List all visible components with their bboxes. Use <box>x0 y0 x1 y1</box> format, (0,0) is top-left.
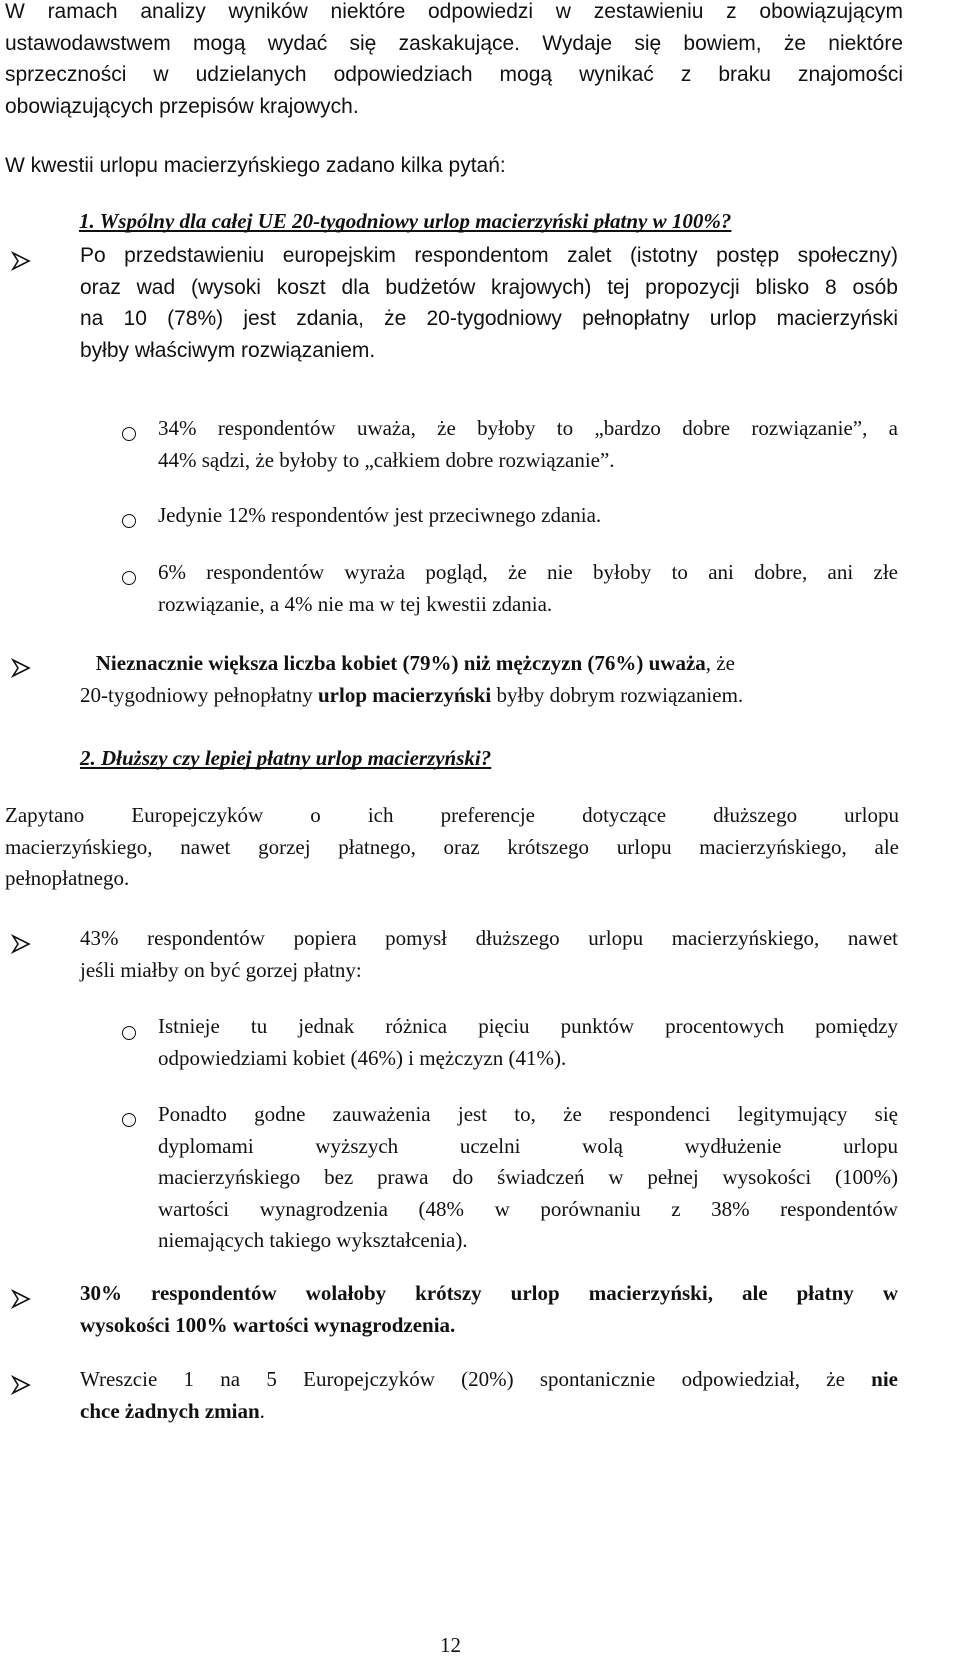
q2-sub-1 <box>158 1011 898 1074</box>
text-line: Istnieje tu jednak różnica pięciu punktów procentowych pomiędzy <box>158 1014 898 1038</box>
question-1-heading <box>79 206 731 237</box>
text-line: byłby właściwym rozwiązaniem. <box>80 338 376 362</box>
q1-sub-1 <box>158 413 898 476</box>
text-line: na 10 (78%) jest zdania, że 20-tygodniowy pełnopłatny urlop macierzyński <box>80 307 898 330</box>
q2-bullet-1 <box>80 923 898 986</box>
text-line: oraz wad (wysoki koszt dla budżetów krajowych) tej propozycji blisko 8 osób <box>80 275 898 299</box>
text-line: Zapytano Europejczyków o ich preferencje dotyczące dłuższego urlopu <box>5 803 899 827</box>
text-line: 20-tygodniowy pełnopłatny urlop macierzyński byłby dobrym rozwiązaniem. <box>80 683 744 707</box>
bold-text: Nieznacznie większa liczba kobiet (79%) niż mężczyzn (76%) uważa <box>95 651 706 675</box>
text-line: macierzyńskiego, nawet gorzej płatnego, oraz krótszego urlopu macierzyńskiego, ale <box>5 834 899 859</box>
text-line: wysokości 100% wartości wynagrodzenia. <box>80 1312 456 1337</box>
q2-sub-2 <box>158 1099 898 1257</box>
intro-line: sprzeczności w udzielanych odpowiedziach mogą wynikać z braku znajomości <box>5 63 903 86</box>
text-line: 43% respondentów popiera pomysł dłuższego urlopu macierzyńskiego, nawet <box>80 926 898 950</box>
arrow-bullet-icon <box>10 933 32 955</box>
arrow-bullet-icon <box>10 657 32 679</box>
q2-bullet-3 <box>80 1364 898 1427</box>
q1-sub-3 <box>158 557 898 620</box>
bold-text: chce żadnych zmian <box>80 1398 260 1423</box>
circle-bullet-icon <box>122 571 136 585</box>
question-2-heading <box>80 743 491 774</box>
text-line: niemających takiego wykształcenia). <box>158 1228 468 1252</box>
intro-line: W ramach analizy wyników niektóre odpowiedzi w zestawieniu z obowiązującym <box>5 0 903 23</box>
lead-text: W kwestii urlopu macierzyńskiego zadano kilka pytań: <box>5 154 506 177</box>
text-line: 44% sądzi, że byłoby to „całkiem dobre rozwiązanie”. <box>158 447 615 472</box>
q2-paragraph <box>5 800 899 895</box>
question-2-heading-text: 2. Dłuższy czy lepiej płatny urlop macierzyński? <box>80 746 492 770</box>
bold-text: nie <box>871 1367 898 1391</box>
page-number: 12 <box>440 1633 461 1657</box>
text-line: Nieznacznie większa liczba kobiet (79%) niż mężczyzn (76%) uważa, że <box>95 651 735 675</box>
q2-bullet-2 <box>80 1278 898 1341</box>
text-line: odpowiedziami kobiet (46%) i mężczyzn (41%). <box>158 1045 567 1070</box>
arrow-bullet-icon <box>10 250 32 272</box>
q1-bullet-2 <box>80 647 898 711</box>
text-line: Po przedstawieniu europejskim respondentom zalet (istotny postęp społeczny) <box>80 244 898 267</box>
text-line: pełnopłatnego. <box>5 866 130 890</box>
q1-bullet-1 <box>80 240 898 366</box>
text-line: dyplomami wyższych uczelni wolą wydłużenie urlopu <box>158 1133 898 1158</box>
text-line: macierzyńskiego bez prawa do świadczeń w pełnej wysokości (100%) <box>158 1165 898 1189</box>
text-line: Ponadto godne zauważenia jest to, że respondenci legitymujący się <box>158 1102 898 1126</box>
text-line: jeśli miałby on być gorzej płatny: <box>80 957 362 982</box>
text-line: wartości wynagrodzenia (48% w porównaniu z 38% respondentów <box>158 1196 898 1221</box>
circle-bullet-icon <box>122 1113 136 1127</box>
circle-bullet-icon <box>122 1026 136 1040</box>
text-line: 6% respondentów wyraża pogląd, że nie byłoby to ani dobre, ani złe <box>158 560 898 584</box>
question-1-heading-text: 1. Wspólny dla całej UE 20-tygodniowy urlop macierzyński płatny w 100%? <box>79 209 732 233</box>
intro-paragraph <box>5 0 903 122</box>
text-line: chce żadnych zmian. <box>80 1398 265 1423</box>
arrow-bullet-icon <box>10 1288 32 1310</box>
bold-text: urlop macierzyński <box>317 683 492 707</box>
text-line: Wreszcie 1 na 5 Europejczyków (20%) spontanicznie odpowiedział, że nie <box>80 1367 898 1391</box>
text-line: rozwiązanie, a 4% nie ma w tej kwestii zdania. <box>158 591 553 616</box>
arrow-bullet-icon <box>10 1374 32 1396</box>
text-line: 34% respondentów uważa, że byłoby to „bardzo dobre rozwiązanie”, a <box>158 416 898 440</box>
intro-line: obowiązujących przepisów krajowych. <box>5 94 359 118</box>
intro-line: ustawodawstwem mogą wydać się zaskakujące. Wydaje się bowiem, że niektóre <box>5 31 903 55</box>
q1-sub-2: Jedynie 12% respondentów jest przeciwnego zdania. <box>158 503 602 527</box>
circle-bullet-icon <box>122 514 136 528</box>
text-line: 30% respondentów wolałoby krótszy urlop macierzyński, ale płatny w <box>80 1281 898 1305</box>
circle-bullet-icon <box>122 427 136 441</box>
